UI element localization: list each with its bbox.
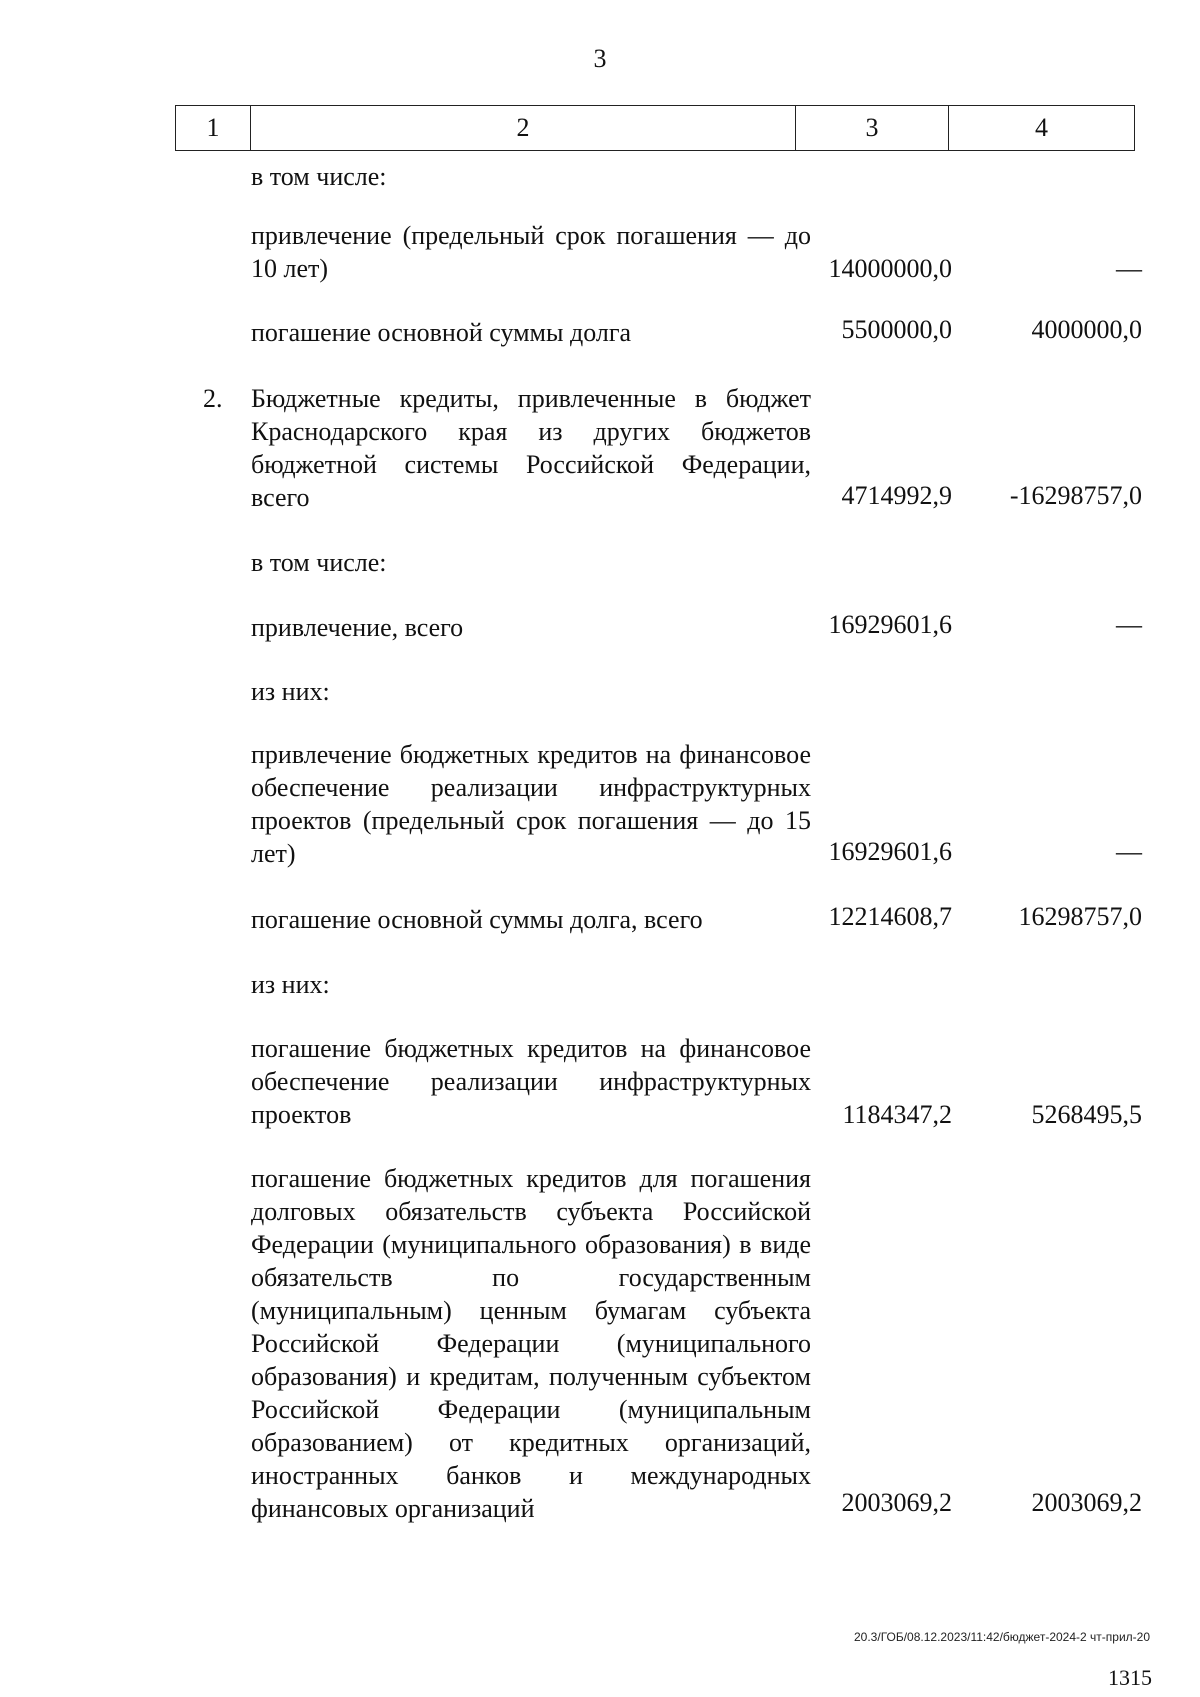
row-text: Бюджетные кредиты, привлеченные в бюджет Краснодарского края из других бюджетов бюджетной системы Российской Федерации, всего	[251, 384, 811, 512]
row-value-col3: 5500000,0	[841, 315, 952, 344]
row-text: из них:	[251, 677, 330, 706]
row-value-col4: 4000000,0	[1031, 315, 1142, 344]
row-text: привлечение (предельный срок погашения — до 10 лет)	[251, 221, 811, 283]
row-value-col3: 2003069,2	[841, 1488, 952, 1517]
row-number: 2.	[203, 384, 223, 413]
row-text: погашение основной суммы долга	[251, 318, 632, 347]
row-value-col4: -16298757,0	[1009, 481, 1142, 510]
row-value-col4: —	[1116, 610, 1142, 639]
header-col-3: 3	[796, 106, 949, 151]
document-code: 20.3/ГОБ/08.12.2023/11:42/бюджет-2024-2 чт-прил-20	[854, 1630, 1150, 1644]
row-value-col3: 14000000,0	[828, 254, 952, 283]
row-value-col4: —	[1116, 254, 1142, 283]
row-value-col3: 16929601,6	[828, 837, 952, 866]
row-text: погашение бюджетных кредитов на финансовое обеспечение реализации инфраструктурных проектов	[251, 1034, 811, 1129]
header-col-4: 4	[949, 106, 1135, 151]
page-number-top: 3	[593, 44, 607, 73]
row-value-col4: 2003069,2	[1031, 1488, 1142, 1517]
row-value-col3: 1184347,2	[842, 1100, 952, 1129]
column-header-table	[175, 105, 1135, 151]
page-number-bottom: 1315	[1108, 1665, 1152, 1690]
row-value-col4: —	[1116, 837, 1142, 866]
row-text: в том числе:	[251, 548, 387, 577]
header-row	[176, 106, 1135, 151]
row-text: привлечение, всего	[251, 613, 464, 642]
row-text: погашение бюджетных кредитов для погашения долговых обязательств субъекта Российской Федерации (муниципального образования) в виде обязательств по государственным (муниципальным) ценным бумагам субъекта Российской Федерации (муниципального образования) и кредитам, полученным субъектом Российской Федерации (муниципальным образованием) от кредитных организаций, иностранных банков и международных финансовых организаций	[251, 1164, 811, 1523]
row-value-col3: 4714992,9	[841, 481, 952, 510]
header-col-2: 2	[251, 106, 796, 151]
row-text: из них:	[251, 970, 330, 999]
row-value-col3: 12214608,7	[828, 902, 952, 931]
row-text: в том числе:	[251, 162, 387, 191]
row-value-col4: 5268495,5	[1031, 1100, 1142, 1129]
row-value-col3: 16929601,6	[828, 610, 952, 639]
row-value-col4: 16298757,0	[1018, 902, 1142, 931]
row-text: привлечение бюджетных кредитов на финансовое обеспечение реализации инфраструктурных проектов (предельный срок погашения — до 15 лет)	[251, 740, 811, 868]
row-text: погашение основной суммы долга, всего	[251, 905, 703, 934]
header-col-1: 1	[176, 106, 251, 151]
